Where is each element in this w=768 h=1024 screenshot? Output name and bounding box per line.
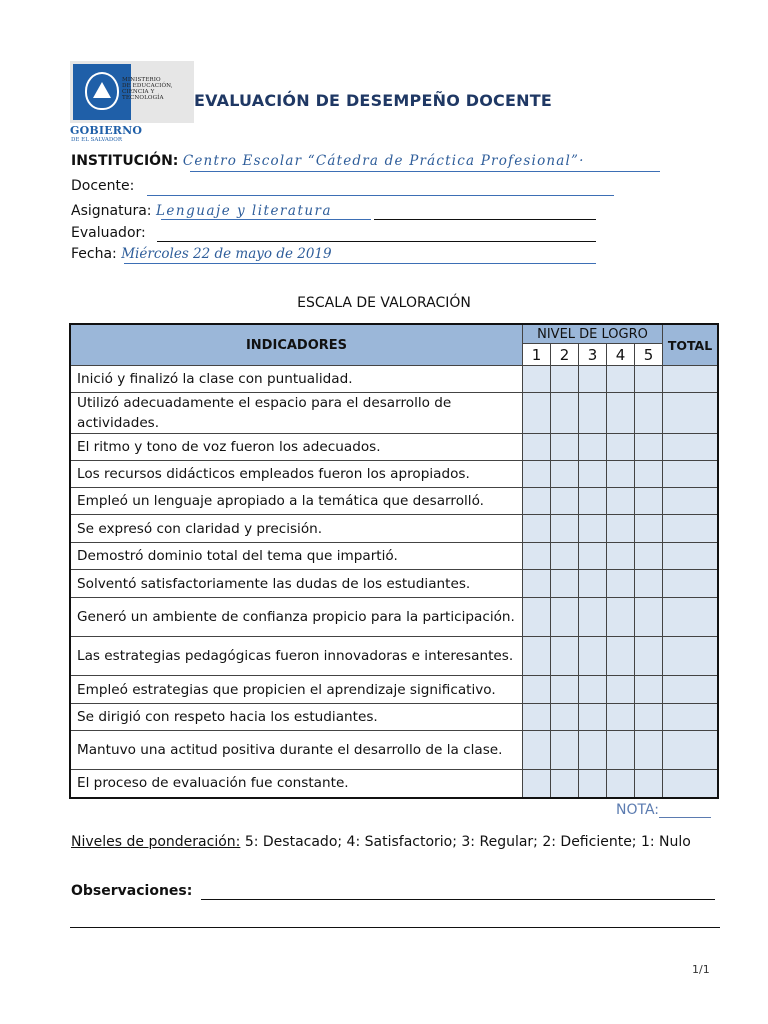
indicator-text: Empleó estrategias que propicien el aprendizaje significativo. bbox=[70, 676, 523, 704]
level-1-header: 1 bbox=[523, 344, 551, 366]
total-cell[interactable] bbox=[663, 704, 719, 731]
table-row bbox=[70, 488, 718, 515]
level-5-cell[interactable] bbox=[635, 676, 663, 704]
levels-note bbox=[71, 828, 721, 856]
level-4-cell[interactable] bbox=[607, 731, 635, 770]
level-1-cell[interactable] bbox=[523, 515, 551, 543]
docente-label: Docente: bbox=[71, 178, 135, 194]
level-1-cell[interactable] bbox=[523, 731, 551, 770]
level-4-cell[interactable] bbox=[607, 570, 635, 598]
level-2-cell[interactable] bbox=[551, 704, 579, 731]
total-cell[interactable] bbox=[663, 515, 719, 543]
level-3-cell[interactable] bbox=[579, 731, 607, 770]
total-cell[interactable] bbox=[663, 461, 719, 488]
level-1-cell[interactable] bbox=[523, 434, 551, 461]
observaciones-line-1[interactable] bbox=[201, 899, 715, 900]
total-cell[interactable] bbox=[663, 543, 719, 570]
level-2-cell[interactable] bbox=[551, 434, 579, 461]
level-2-cell[interactable] bbox=[551, 515, 579, 543]
page-title: EVALUACIÓN DE DESEMPEÑO DOCENTE bbox=[194, 91, 552, 110]
total-cell[interactable] bbox=[663, 366, 719, 393]
level-2-cell[interactable] bbox=[551, 731, 579, 770]
evaluador-label: Evaluador: bbox=[71, 225, 146, 241]
table-row bbox=[70, 676, 718, 704]
level-5-header: 5 bbox=[635, 344, 663, 366]
level-4-cell[interactable] bbox=[607, 676, 635, 704]
level-1-cell[interactable] bbox=[523, 393, 551, 434]
nota-input[interactable] bbox=[659, 803, 711, 818]
table-header-row bbox=[70, 324, 718, 344]
indicator-text: Las estrategias pedagógicas fueron innovadoras e interesantes. bbox=[70, 637, 523, 676]
indicator-text: Solventó satisfactoriamente las dudas de los estudiantes. bbox=[70, 570, 523, 598]
nota-label: NOTA: bbox=[616, 802, 660, 818]
level-5-cell[interactable] bbox=[635, 543, 663, 570]
level-2-cell[interactable] bbox=[551, 676, 579, 704]
table-row bbox=[70, 704, 718, 731]
indicator-text: Se dirigió con respeto hacia los estudiantes. bbox=[70, 704, 523, 731]
docente-field bbox=[71, 178, 134, 194]
indicator-text: El proceso de evaluación fue constante. bbox=[70, 770, 523, 798]
level-5-cell[interactable] bbox=[635, 637, 663, 676]
table-row bbox=[70, 770, 718, 798]
level-5-cell[interactable] bbox=[635, 770, 663, 798]
level-3-cell[interactable] bbox=[579, 488, 607, 515]
level-5-cell[interactable] bbox=[635, 704, 663, 731]
total-cell[interactable] bbox=[663, 393, 719, 434]
level-1-cell[interactable] bbox=[523, 637, 551, 676]
government-subtitle: DE EL SALVADOR bbox=[71, 137, 122, 143]
header-total: TOTAL bbox=[663, 324, 719, 366]
institucion-label: INSTITUCIÓN: bbox=[71, 153, 179, 169]
fecha-value[interactable]: Miércoles 22 de mayo de 2019 bbox=[121, 246, 332, 262]
level-3-header: 3 bbox=[579, 344, 607, 366]
total-cell[interactable] bbox=[663, 676, 719, 704]
level-1-cell[interactable] bbox=[523, 461, 551, 488]
observaciones-line-2[interactable] bbox=[70, 927, 720, 928]
indicator-text: Inició y finalizó la clase con puntualidad. bbox=[70, 366, 523, 393]
institucion-value[interactable]: Centro Escolar “Cátedra de Práctica Profesional”· bbox=[182, 153, 585, 169]
level-5-cell[interactable] bbox=[635, 366, 663, 393]
level-2-cell[interactable] bbox=[551, 598, 579, 637]
docente-underline bbox=[147, 195, 614, 196]
asignatura-label: Asignatura: bbox=[71, 203, 152, 219]
level-4-cell[interactable] bbox=[607, 543, 635, 570]
table-row bbox=[70, 461, 718, 488]
level-5-cell[interactable] bbox=[635, 393, 663, 434]
indicator-text: Empleó un lenguaje apropiado a la temática que desarrolló. bbox=[70, 488, 523, 515]
level-3-cell[interactable] bbox=[579, 570, 607, 598]
level-1-cell[interactable] bbox=[523, 488, 551, 515]
total-cell[interactable] bbox=[663, 434, 719, 461]
indicator-text: El ritmo y tono de voz fueron los adecuados. bbox=[70, 434, 523, 461]
fecha-label: Fecha: bbox=[71, 246, 117, 262]
logo-panel bbox=[70, 61, 194, 123]
evaluador-field bbox=[71, 225, 146, 241]
ministry-name: MINISTERIO DE EDUCACIÓN, CIENCIA Y TECNOLOGÍA bbox=[122, 77, 173, 101]
evaluador-underline bbox=[157, 241, 596, 242]
scale-title: ESCALA DE VALORACIÓN bbox=[297, 295, 471, 311]
level-5-cell[interactable] bbox=[635, 515, 663, 543]
level-5-cell[interactable] bbox=[635, 731, 663, 770]
level-4-cell[interactable] bbox=[607, 393, 635, 434]
level-4-cell[interactable] bbox=[607, 770, 635, 798]
level-4-cell[interactable] bbox=[607, 366, 635, 393]
level-2-cell[interactable] bbox=[551, 366, 579, 393]
level-4-cell[interactable] bbox=[607, 434, 635, 461]
indicator-text: Mantuvo una actitud positiva durante el desarrollo de la clase. bbox=[70, 731, 523, 770]
government-name: GOBIERNO bbox=[70, 124, 143, 137]
level-1-cell[interactable] bbox=[523, 704, 551, 731]
table-row bbox=[70, 570, 718, 598]
total-cell[interactable] bbox=[663, 570, 719, 598]
level-3-cell[interactable] bbox=[579, 637, 607, 676]
level-3-cell[interactable] bbox=[579, 515, 607, 543]
level-4-cell[interactable] bbox=[607, 515, 635, 543]
level-5-cell[interactable] bbox=[635, 434, 663, 461]
level-1-cell[interactable] bbox=[523, 570, 551, 598]
page-number: 1/1 bbox=[692, 963, 710, 976]
table-row bbox=[70, 434, 718, 461]
asignatura-value[interactable]: Lenguaje y literatura bbox=[155, 203, 333, 219]
fecha-field bbox=[71, 246, 332, 262]
institucion-underline bbox=[190, 171, 660, 172]
level-3-cell[interactable] bbox=[579, 393, 607, 434]
indicator-text: Demostró dominio total del tema que impartió. bbox=[70, 543, 523, 570]
fecha-underline bbox=[124, 263, 596, 264]
level-2-cell[interactable] bbox=[551, 637, 579, 676]
nota-field bbox=[616, 802, 711, 818]
level-3-cell[interactable] bbox=[579, 366, 607, 393]
level-2-cell[interactable] bbox=[551, 488, 579, 515]
total-cell[interactable] bbox=[663, 731, 719, 770]
total-cell[interactable] bbox=[663, 637, 719, 676]
indicator-text: Se expresó con claridad y precisión. bbox=[70, 515, 523, 543]
levels-note-text: 5: Destacado; 4: Satisfactorio; 3: Regular; 2: Deficiente; 1: Nulo bbox=[240, 834, 691, 850]
total-cell[interactable] bbox=[663, 488, 719, 515]
level-4-cell[interactable] bbox=[607, 461, 635, 488]
table-row bbox=[70, 366, 718, 393]
level-2-cell[interactable] bbox=[551, 461, 579, 488]
level-1-cell[interactable] bbox=[523, 770, 551, 798]
table-row bbox=[70, 393, 718, 434]
header-indicadores: INDICADORES bbox=[70, 324, 523, 366]
levels-note-label: Niveles de ponderación: bbox=[71, 834, 241, 850]
level-5-cell[interactable] bbox=[635, 488, 663, 515]
level-4-cell[interactable] bbox=[607, 598, 635, 637]
level-1-cell[interactable] bbox=[523, 598, 551, 637]
level-1-cell[interactable] bbox=[523, 366, 551, 393]
table-row bbox=[70, 515, 718, 543]
table-row bbox=[70, 543, 718, 570]
level-2-cell[interactable] bbox=[551, 393, 579, 434]
level-5-cell[interactable] bbox=[635, 570, 663, 598]
asignatura-extra-line bbox=[374, 219, 596, 220]
observaciones-label: Observaciones: bbox=[71, 883, 193, 899]
table-row bbox=[70, 598, 718, 637]
ministry-logo bbox=[70, 61, 194, 143]
level-4-cell[interactable] bbox=[607, 488, 635, 515]
asignatura-field bbox=[71, 203, 332, 219]
indicator-text: Utilizó adecuadamente el espacio para el desarrollo de actividades. bbox=[70, 393, 523, 434]
level-4-header: 4 bbox=[607, 344, 635, 366]
asignatura-underline bbox=[161, 219, 371, 220]
level-3-cell[interactable] bbox=[579, 770, 607, 798]
header-nivel-de-logro: NIVEL DE LOGRO bbox=[523, 324, 663, 344]
total-cell[interactable] bbox=[663, 770, 719, 798]
level-1-cell[interactable] bbox=[523, 543, 551, 570]
level-4-cell[interactable] bbox=[607, 637, 635, 676]
level-4-cell[interactable] bbox=[607, 704, 635, 731]
level-3-cell[interactable] bbox=[579, 461, 607, 488]
level-3-cell[interactable] bbox=[579, 676, 607, 704]
total-cell[interactable] bbox=[663, 598, 719, 637]
table-row bbox=[70, 637, 718, 676]
evaluation-table bbox=[69, 323, 719, 799]
level-2-cell[interactable] bbox=[551, 543, 579, 570]
level-2-cell[interactable] bbox=[551, 570, 579, 598]
level-2-header: 2 bbox=[551, 344, 579, 366]
institucion-field bbox=[71, 153, 585, 169]
indicator-text: Generó un ambiente de confianza propicio para la participación. bbox=[70, 598, 523, 637]
level-5-cell[interactable] bbox=[635, 598, 663, 637]
level-1-cell[interactable] bbox=[523, 676, 551, 704]
indicator-text: Los recursos didácticos empleados fueron los apropiados. bbox=[70, 461, 523, 488]
level-3-cell[interactable] bbox=[579, 598, 607, 637]
level-3-cell[interactable] bbox=[579, 704, 607, 731]
level-2-cell[interactable] bbox=[551, 770, 579, 798]
table-row bbox=[70, 731, 718, 770]
table-body bbox=[70, 366, 718, 798]
level-3-cell[interactable] bbox=[579, 434, 607, 461]
level-3-cell[interactable] bbox=[579, 543, 607, 570]
level-5-cell[interactable] bbox=[635, 461, 663, 488]
